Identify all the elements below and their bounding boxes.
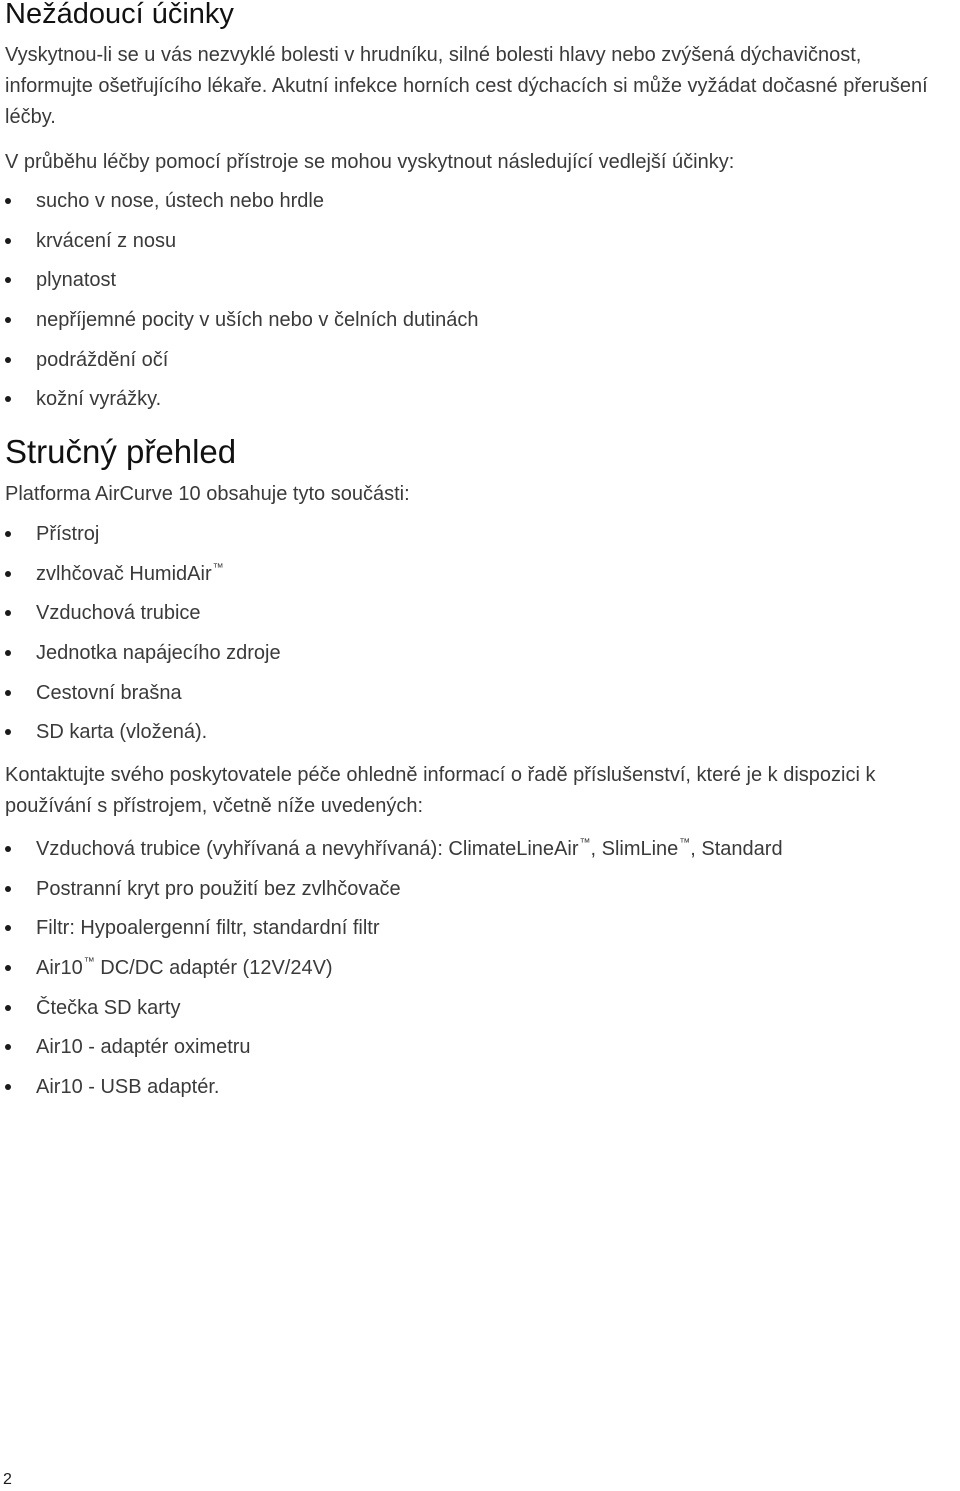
accessories-intro: Kontaktujte svého poskytovatele péče ohledně informací o řadě příslušenství, které je k dispozici k používání s přístrojem, včetně níže uvedených: [5,764,876,817]
bullet-icon [5,1044,11,1050]
bullet-icon [5,277,11,283]
bullet-icon [5,729,11,735]
bullet-icon [5,1084,11,1090]
bullet-icon [5,846,11,852]
bullet-icon [5,198,11,204]
bullet-icon [5,357,11,363]
bullet-icon [5,571,11,577]
components-intro: Platforma AirCurve 10 obsahuje tyto součásti: [5,483,410,505]
bullet-icon [5,925,11,931]
trademark-symbol: ™ [679,837,691,849]
heading-side-effects: Nežádoucí účinky [5,0,234,30]
bullet-icon [5,886,11,892]
bullet-icon [5,317,11,323]
bullet-icon [5,650,11,656]
bullet-icon [5,610,11,616]
side-effects-intro: V průběhu léčby pomocí přístroje se mohou vyskytnout následující vedlejší účinky: [5,151,735,173]
bullet-icon [5,965,11,971]
warning-paragraph: Vyskytnou-li se u vás nezvyklé bolesti v hrudníku, silné bolesti hlavy nebo zvýšená dýchavičnost, informujte ošetřujícího lékaře. Akutní infekce horních cest dýchacích si může vyžádat dočasné přerušení léčby. [5,44,928,128]
trademark-symbol: ™ [83,956,95,969]
bullet-icon [5,690,11,696]
trademark-symbol: ™ [212,561,224,574]
trademark-symbol: ™ [579,837,591,849]
bullet-icon [5,396,11,402]
bullet-icon [5,238,11,244]
bullet-icon [5,1005,11,1011]
document-page: Nežádoucí účinky Vyskytnou-li se u vás nezvyklé bolesti v hrudníku, silné bolesti hlavy nebo zvýšená dýchavičnost, informujte ošetřujícího lékaře. Akutní infekce horních cest dýchacích si může vyžádat dočasné přerušení léčby. V průběhu léčby pomocí přístroje se mohou vyskytnout následující vedlejší účinky: sucho v nose, ústech nebo hrdle krvácení z nosu plynatost nepříjemné pocity v uších nebo v čelních dutinách podráždění očí kožní vyrážky. Stručný přehled Platforma AirCurve 10 obsahuje tyto součásti: Přístroj zvlhčovač HumidAir™ Vzduchová trubice Jednotka napájecího zdroje Cestovní brašna SD karta (vložená). Kontaktujte svého poskytovatele péče ohledně informací o řadě příslušenství, které je k dispozici k používání s přístrojem, včetně níže uvedených: Vzduchová trubice (vyhřívaná a nevyhřívaná): ClimateLineAir™, SlimLine™, Standard Postranní kryt pro použití bez zvlhčovače Filtr: Hypoalergenní filtr, standardní filtr Air10™ DC/DC adaptér (12V/24V) Čtečka SD karty Air10 - adaptér oximetru Air10 - USB adaptér. 2 [0,0,960,1491]
bullet-icon [5,531,11,537]
page-number: 2 [3,1471,12,1488]
heading-overview: Stručný přehled [5,433,237,470]
